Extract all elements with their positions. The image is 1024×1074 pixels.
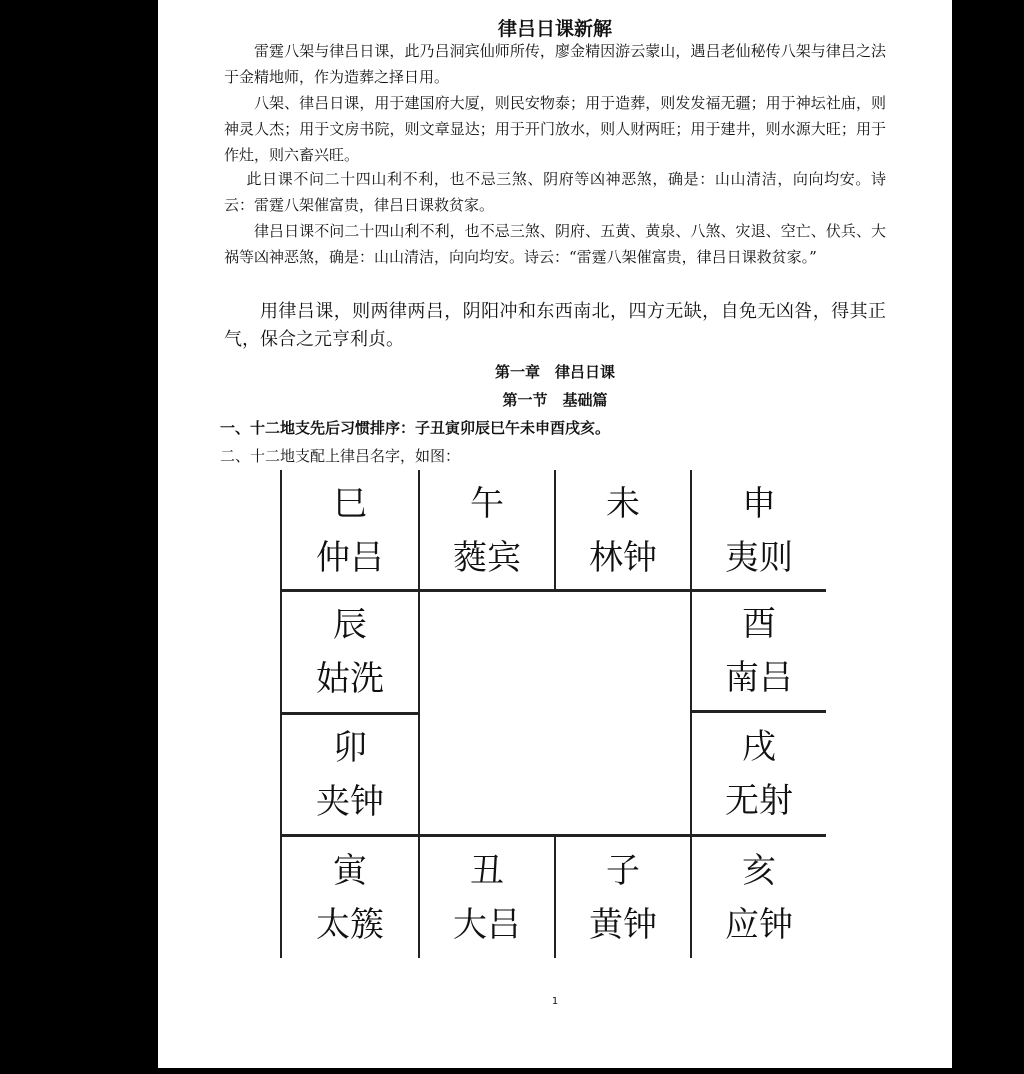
lulu-name: 姑洗 <box>316 659 384 699</box>
grid-cell-si <box>282 472 418 589</box>
grid-cell-chen <box>282 592 418 712</box>
grid-cell-wei <box>556 472 690 589</box>
paragraph-5: 用律吕课，则两律两吕，阴阳冲和东西南北，四方无缺，自免无凶咎，得其正气，保合之元亨利贞。 <box>224 301 886 350</box>
grid-cell-zi <box>556 837 690 958</box>
branch-label: 戌 <box>742 726 776 767</box>
paragraph-1: 雷霆八架与律吕日课，此乃吕洞宾仙师所传，廖金精因游云蒙山，遇吕老仙秘传八架与律吕之法于金精地师，作为造葬之择日用。 <box>224 42 886 86</box>
lulu-grid <box>280 470 826 958</box>
branch-label: 午 <box>470 483 504 524</box>
branch-label: 丑 <box>470 850 504 891</box>
branch-label: 寅 <box>333 850 367 891</box>
lulu-name: 大吕 <box>453 904 521 945</box>
grid-cell-chou <box>420 837 554 958</box>
grid-cell-yin <box>282 837 418 958</box>
grid-cell-hai <box>692 837 826 958</box>
paragraph-2: 八架、律吕日课，用于建国府大厦，则民安物泰；用于造葬，则发发福无疆；用于神坛社庙，则神灵人杰；用于文房书院，则文章显达；用于开门放水，则人财两旺；用于建井，则水源大旺；用于作灶，则六畜兴旺。 <box>224 94 886 164</box>
paragraph-3: 此日课不问二十四山利不利，也不忌三煞、阴府等凶神恶煞，确是：山山清洁，向向均安。诗云：雷霆八架催富贵，律吕日课救贫家。 <box>224 170 886 214</box>
chapter-heading: 第一章 律吕日课 <box>494 363 615 381</box>
lulu-name: 黄钟 <box>589 904 657 945</box>
branch-label: 申 <box>742 483 776 524</box>
grid-line <box>418 590 420 836</box>
grid-cell-shen <box>692 472 826 589</box>
list-item-1: 一、十二地支先后习惯排序：子丑寅卯辰巳午未申酉戌亥。 <box>220 419 611 437</box>
lulu-name: 太簇 <box>316 904 384 945</box>
lulu-name: 仲吕 <box>316 537 384 578</box>
section-heading: 第一节 基础篇 <box>502 391 608 409</box>
grid-cell-you <box>692 592 826 710</box>
page-title: 律吕日课新解 <box>497 18 612 40</box>
branch-label: 子 <box>606 850 640 891</box>
lulu-name: 蕤宾 <box>453 537 521 578</box>
branch-label: 酉 <box>742 604 776 644</box>
grid-cell-wu <box>420 472 554 589</box>
grid-cell-xu <box>692 713 826 834</box>
lulu-name: 无射 <box>725 780 793 821</box>
page-number: 1 <box>551 996 559 1007</box>
grid-cell-mao <box>282 715 418 834</box>
lulu-name: 南吕 <box>725 658 793 698</box>
branch-label: 未 <box>606 483 640 524</box>
document-page <box>158 0 952 1068</box>
paragraph-4: 律吕日课不问二十四山利不利，也不忌三煞、阴府、五黄、黄泉、八煞、灾退、空亡、伏兵、大祸等凶神恶煞，确是：山山清洁，向向均安。诗云：“雷霆八架催富贵，律吕日课救贫家。” <box>224 222 886 266</box>
lulu-name: 夷则 <box>725 537 793 578</box>
branch-label: 辰 <box>333 605 367 645</box>
lulu-name: 林钟 <box>589 537 657 578</box>
list-item-2: 二、十二地支配上律吕名字，如图： <box>220 447 461 465</box>
lulu-name: 夹钟 <box>316 781 384 822</box>
lulu-name: 应钟 <box>725 904 793 945</box>
branch-label: 卯 <box>333 727 367 768</box>
branch-label: 亥 <box>742 850 776 891</box>
branch-label: 巳 <box>333 483 367 524</box>
